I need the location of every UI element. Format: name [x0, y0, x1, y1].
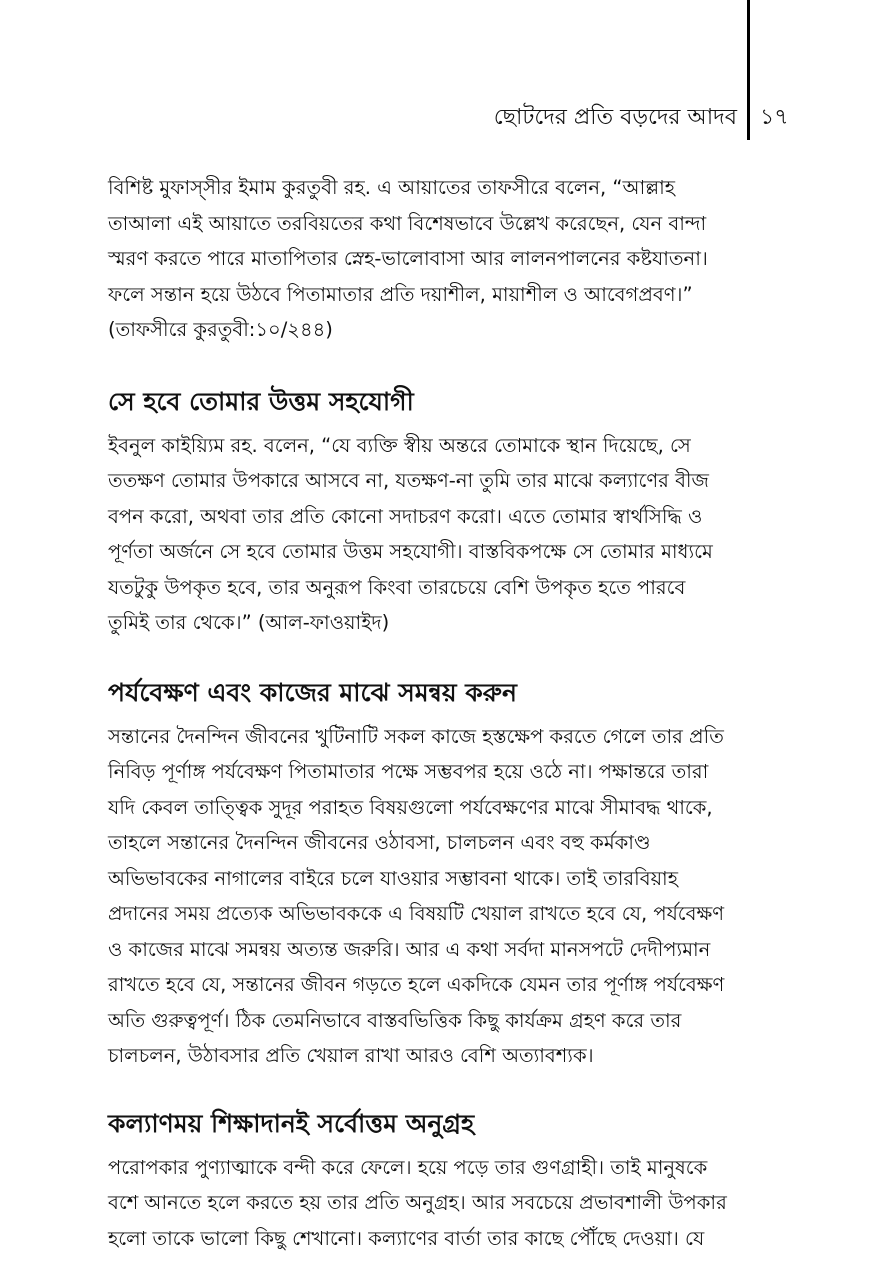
text-line: তুমিই তার থেকে।” (আল-ফাওয়াইদ) [108, 611, 390, 634]
text-line: ততক্ষণ তোমার উপকারে আসবে না, যতক্ষণ-না তুমি তার মাঝে কল্যাণের বীজ [108, 469, 709, 492]
section-heading: কল্যাণময় শিক্ষাদানই সর্বোত্তম অনুগ্রহ [108, 1108, 475, 1138]
section-paragraph [108, 428, 764, 641]
text-line: বপন করো, অথবা তার প্রতি কোনো সদাচরণ করো। এতে তোমার স্বার্থসিদ্ধি ও [108, 504, 703, 528]
section-heading: সে হবে তোমার উত্তম সহযোগী [108, 386, 414, 416]
text-line: অতি গুরুত্বপূর্ণ। ঠিক তেমনিভাবে বাস্তবভিত্তিক কিছু কার্যক্রম গ্রহণ করে তার [108, 1008, 682, 1032]
text-line: যতটুকু উপকৃত হবে, তার অনুরূপ কিংবা তারচেয়ে বেশি উপকৃত হতে পারবে [108, 575, 686, 599]
running-header-title: ছোটদের প্রতি বড়দের আদব [493, 105, 737, 130]
text-line: যদি কেবল তাত্ত্বিক সুদূর পরাহত বিষয়গুলো পর্যবেক্ষণের মাঝে সীমাবদ্ধ থাকে, [108, 795, 713, 819]
page-body [108, 170, 764, 1256]
text-line: (তাফসীরে কুরতুবী:১০/২৪৪) [108, 318, 333, 341]
text-line: ইবনুল কাইয়্যিম রহ. বলেন, “যে ব্যক্তি স্বীয় অন্তরে তোমাকে স্থান দিয়েছে, সে [108, 433, 691, 457]
text-line: চালচলন, উঠাবসার প্রতি খেয়াল রাখা আরও বেশি অত্যাবশ্যক। [108, 1044, 594, 1067]
section-paragraph [108, 1150, 764, 1257]
section-heading: পর্যবেক্ষণ এবং কাজের মাঝে সমন্বয় করুন [108, 677, 517, 707]
page-number: ১৭ [760, 105, 789, 130]
text-line: তাহলে সন্তানের দৈনন্দিন জীবনের ওঠাবসা, চালচলন এবং বহু কর্মকাণ্ড [108, 831, 651, 854]
intro-paragraph [108, 170, 764, 348]
text-line: তাআলা এই আয়াতে তরবিয়তের কথা বিশেষভাবে উল্লেখ করেছেন, যেন বান্দা [108, 211, 707, 235]
text-line: হলো তাকে ভালো কিছু শেখানো। কল্যাণের বার্তা তার কাছে পৌঁছে দেওয়া। যে [108, 1226, 705, 1250]
text-line: অভিভাবকের নাগালের বাইরে চলে যাওয়ার সম্ভাবনা থাকে। তাই তারবিয়াহ [108, 866, 678, 890]
text-line: পূর্ণতা অর্জনে সে হবে তোমার উত্তম সহযোগী। বাস্তবিকপক্ষে সে তোমার মাধ্যমে [108, 540, 713, 563]
text-line: স্মরণ করতে পারে মাতাপিতার স্নেহ-ভালোবাসা আর লালনপালনের কষ্টযাতনা। [108, 247, 708, 270]
text-line: রাখতে হবে যে, সন্তানের জীবন গড়তে হলে একদিকে যেমন তার পূর্ণাঙ্গ পর্যবেক্ষণ [108, 973, 725, 996]
section-paragraph [108, 719, 764, 1074]
text-line: নিবিড় পূর্ণাঙ্গ পর্যবেক্ষণ পিতামাতার পক্ষে সম্ভবপর হয়ে ওঠে না। পক্ষান্তরে তারা [108, 760, 709, 783]
text-line: সন্তানের দৈনন্দিন জীবনের খুটিনাটি সকল কাজে হস্তক্ষেপ করতে গেলে তার প্রতি [108, 724, 724, 748]
text-line: ফলে সন্তান হয়ে উঠবে পিতামাতার প্রতি দয়াশীল, মায়াশীল ও আবেগপ্রবণ।” [108, 282, 693, 306]
text-line: পরোপকার পুণ্যাত্মাকে বন্দী করে ফেলে। হয়ে পড়ে তার গুণগ্রাহী। তাই মানুষকে [108, 1155, 708, 1179]
text-line: বিশিষ্ট মুফাস্‌সীর ইমাম কুরতুবী রহ. এ আয়াতের তাফসীরে বলেন, “আল্লাহ [108, 176, 676, 199]
text-line: ও কাজের মাঝে সমন্বয় অত্যন্ত জরুরি। আর এ কথা সর্বদা মানসপটে দেদীপ্যমান [108, 937, 711, 961]
text-line: বশে আনতে হলে করতে হয় তার প্রতি অনুগ্রহ। আর সবচেয়ে প্রভাবশালী উপকার [108, 1191, 727, 1214]
header-vertical-rule [747, 0, 750, 140]
text-line: প্রদানের সময় প্রত্যেক অভিভাবককে এ বিষয়টি খেয়াল রাখতে হবে যে, পর্যবেক্ষণ [108, 902, 725, 925]
